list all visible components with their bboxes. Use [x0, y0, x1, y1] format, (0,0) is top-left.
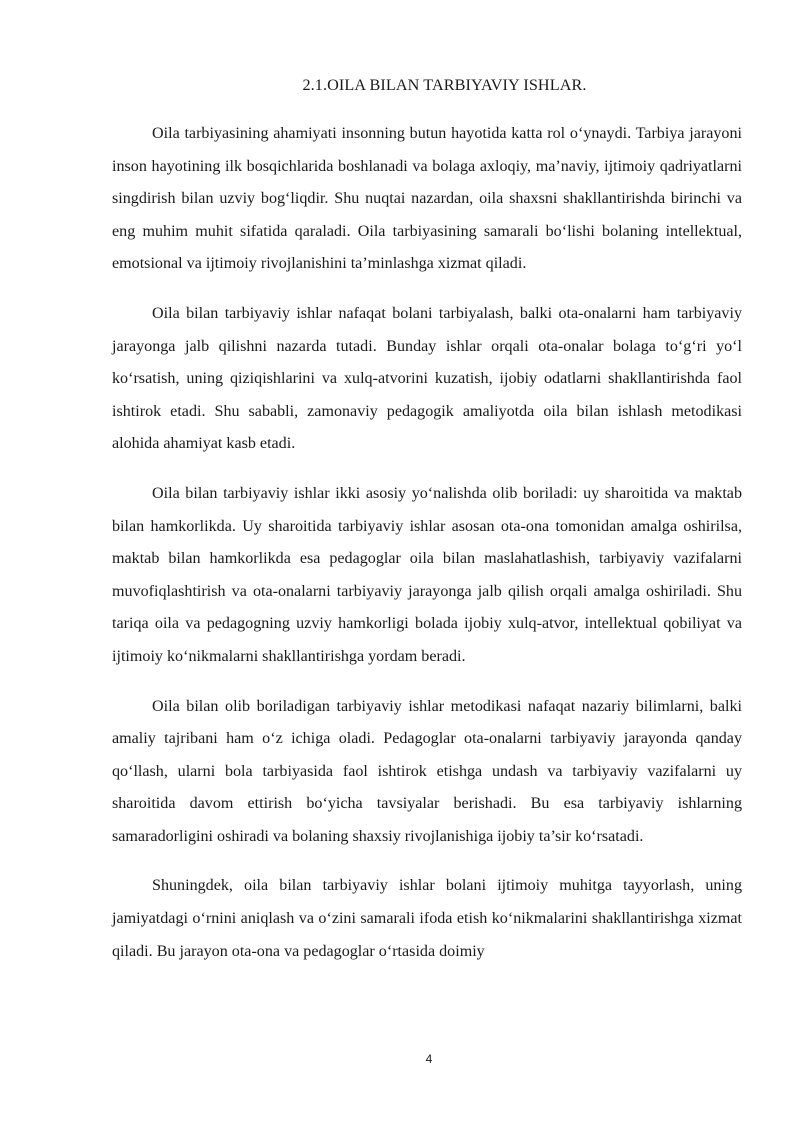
paragraph-1: Oila tarbiyasining ahamiyati insonning butun hayotida katta rol o‘ynaydi. Tarbiya jarayoni inson hayotining ilk bosqichlarida boshlanadi va bolaga axloqiy, ma’naviy, ijtimoiy qadriyatlarni singdirish bilan uzviy bog‘liqdir. Shu nuqtai nazardan, oila shaxsni shakllantirishda birinchi va eng muhim muhit sifatida qaraladi. Oila tarbiyasining samarali bo‘lishi bolaning intellektual, emotsional va ijtimoiy rivojlanishini ta’minlashga xizmat qiladi. — [112, 125, 742, 273]
body-text — [112, 118, 742, 985]
paragraph-3: Oila bilan tarbiyaviy ishlar ikki asosiy yo‘nalishda olib boriladi: uy sharoitida va maktab bilan hamkorlikda. Uy sharoitida tarbiyaviy ishlar asosan ota-ona tomonidan amalga oshirilsa, maktab bilan hamkorlikda esa pedagoglar oila bilan maslahatlashish, tarbiyaviy vazifalarni muvofiqlashtirish va ota-onalarni tarbiyaviy jarayonga jalb qilish orqali amalga oshiriladi. Shu tariqa oila va pedagogning uzviy hamkorligi bolada ijobiy xulq-atvor, intellektual qobiliyat va ijtimoiy ko‘nikmalarni shakllantirishga yordam beradi. — [112, 484, 742, 665]
section-heading: 2.1.OILA BILAN TARBIYAVIY ISHLAR. — [302, 76, 587, 94]
paragraph-2: Oila bilan tarbiyaviy ishlar nafaqat bolani tarbiyalash, balki ota-onalarni ham tarbiyaviy jarayonga jalb qilishni nazarda tutadi. Bunday ishlar orqali ota-onalar bolaga to‘g‘ri yo‘l ko‘rsatish, uning qiziqishlarini va xulq-atvorini kuzatish, ijobiy odatlarni shakllantirishda faol ishtirok etadi. Shu sababli, zamonaviy pedagogik amaliyotda oila bilan ishlash metodikasi alohida ahamiyat kasb etadi. — [112, 304, 742, 453]
paragraph-5: Shuningdek, oila bilan tarbiyaviy ishlar bolani ijtimoiy muhitga tayyorlash, uning jamiyatdagi o‘rnini aniqlash va o‘zini samarali ifoda etish ko‘nikmalarini shakllantirishga xizmat qiladi. Bu jarayon ota-ona va pedagoglar o‘rtasida doimiy — [112, 877, 742, 960]
page-number: 4 — [425, 1052, 433, 1066]
paragraph-4: Oila bilan olib boriladigan tarbiyaviy ishlar metodikasi nafaqat nazariy bilimlarni, balki amaliy tajribani ham o‘z ichiga oladi. Pedagoglar ota-onalarni tarbiyaviy jarayonda qanday qo‘llash, ularni bola tarbiyasida faol ishtirok etishga undash va tarbiyaviy vazifalarni uy sharoitida davom ettirish bo‘yicha tavsiyalar berishadi. Bu esa tarbiyaviy ishlarning samaradorligini oshiradi va bolaning shaxsiy rivojlanishiga ijobiy ta’sir ko‘rsatadi. — [112, 697, 742, 845]
